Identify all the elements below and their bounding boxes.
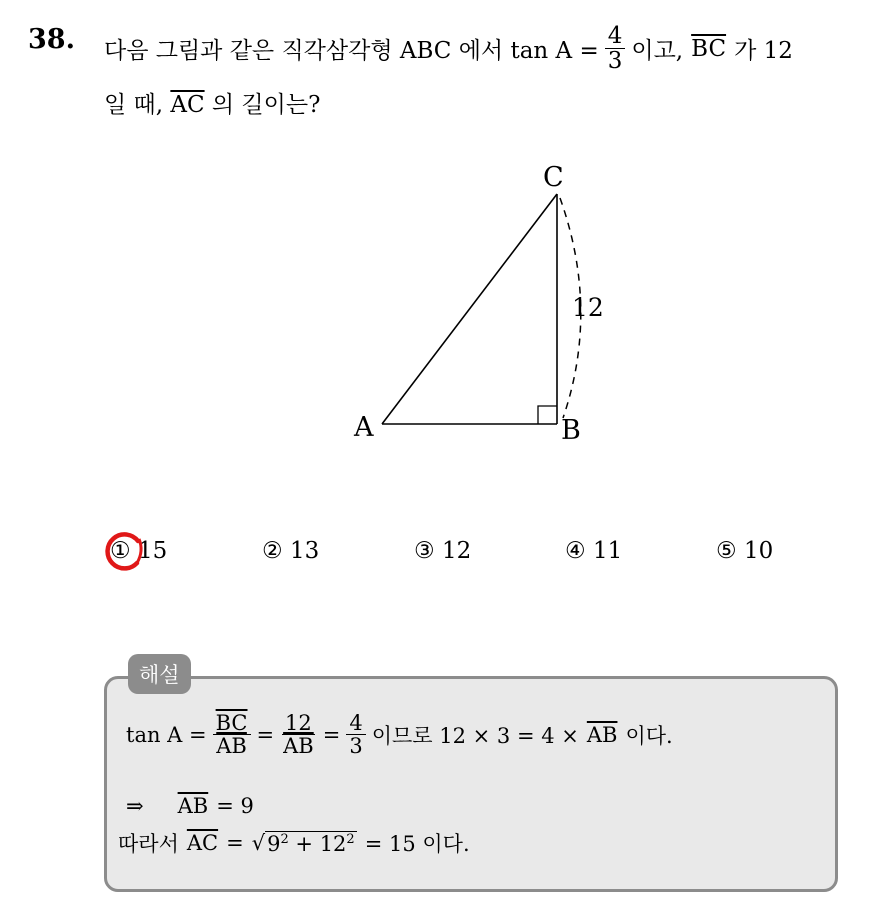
segment-ab: AB <box>283 734 314 759</box>
vertex-label-b: B <box>561 415 581 446</box>
segment-ac: $\overline{AC}$ <box>186 831 219 855</box>
choice-marker: ① <box>110 538 131 564</box>
solution-text: = 15 이다. <box>364 832 470 856</box>
fraction-numerator: 4 <box>605 24 626 49</box>
side-length-label: 12 <box>572 293 604 322</box>
solution-line3 <box>118 828 470 858</box>
choice-4[interactable] <box>565 538 622 564</box>
equals-sign: = <box>226 831 244 855</box>
fraction-12-over-ab <box>280 712 317 757</box>
fraction-bc-over-ab <box>213 712 251 757</box>
vertex-label-a: A <box>354 412 374 443</box>
choice-marker: ④ <box>565 538 586 564</box>
square-root <box>252 831 357 856</box>
solution-text: 이다. <box>625 723 673 748</box>
solution-box <box>104 676 838 892</box>
implies-arrow: ⇒ <box>126 794 144 818</box>
vertex-label-c: C <box>543 162 564 193</box>
solution-line1 <box>126 712 673 757</box>
choice-marker: ⑤ <box>716 538 737 564</box>
question-text-part: 가 12 <box>734 38 793 65</box>
segment-ab: $\overline{AB}$ <box>177 794 209 818</box>
segment-ab: $\overline{AB}$ <box>586 722 618 747</box>
choice-value: 13 <box>289 538 320 564</box>
question-text-part: 이고, <box>631 38 684 65</box>
question-text-part: 일 때, <box>104 92 164 118</box>
segment-bc: $\overline{BC}$ <box>691 35 727 62</box>
choice-value: 10 <box>743 538 774 564</box>
choice-value: 12 <box>441 538 472 564</box>
solution-badge: 해설 <box>128 654 191 694</box>
fraction-four-thirds <box>346 712 365 757</box>
equals-sign: = <box>256 722 275 747</box>
choice-marker: ③ <box>414 538 435 564</box>
side-ac <box>382 194 557 424</box>
solution-line2 <box>126 794 254 818</box>
solution-text: = 9 <box>216 794 254 818</box>
solution-text: 따라서 <box>118 832 179 856</box>
equals-sign: = <box>322 722 341 747</box>
selected-circle-mark <box>100 529 148 575</box>
solution-text: tan A = <box>126 722 207 747</box>
segment-ac: $\overline{AC}$ <box>170 92 205 118</box>
solution-text: 이므로 12 × 3 = 4 × <box>371 723 579 748</box>
choice-value: 15 <box>137 538 168 564</box>
choice-marker: ② <box>262 538 283 564</box>
choice-2[interactable] <box>262 538 319 564</box>
fraction-denominator: 3 <box>607 48 623 75</box>
question-number: 38. <box>28 24 75 55</box>
radical-sign-icon: √ <box>251 830 266 855</box>
fraction-numerator: 12 <box>282 712 315 735</box>
question-text-part: 다음 그림과 같은 직각삼각형 ABC 에서 tan A = <box>104 38 599 65</box>
right-angle-mark <box>538 406 557 424</box>
segment-bc: $\overline{BC}$ <box>215 711 248 735</box>
radicand: $9^2 + 12^2$ <box>267 831 355 856</box>
choice-5[interactable] <box>716 538 773 564</box>
fraction-numerator: 4 <box>346 712 365 735</box>
segment-ab: AB <box>216 734 247 759</box>
choice-3[interactable] <box>414 538 471 564</box>
choice-value: 11 <box>592 538 623 564</box>
fraction-denominator: 3 <box>349 734 363 759</box>
question-text-part: 의 길이는? <box>211 92 321 118</box>
